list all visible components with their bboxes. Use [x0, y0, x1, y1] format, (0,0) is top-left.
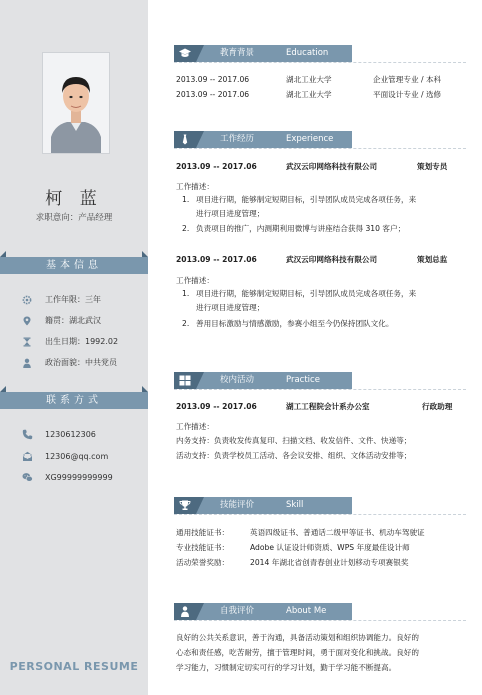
- contact-wechat[interactable]: XG99999999999: [22, 471, 113, 485]
- contact-email[interactable]: 12306@qq.com: [22, 450, 108, 464]
- job-1-date: 2013.09 -- 2017.06: [176, 162, 257, 171]
- about-header: [174, 603, 352, 620]
- contact-title: 联系方式: [46, 395, 102, 406]
- job-1-item-1-cont: 进行项目进度管理；: [196, 209, 265, 218]
- about-title-cn: 自我评价: [220, 606, 255, 616]
- job-2-company: 武汉云印网络科技有限公司: [286, 255, 378, 264]
- job-intent: 求职意向：产品经理: [35, 213, 113, 223]
- skill-1-label: 通用技能证书：: [176, 528, 230, 537]
- campus-divider: [174, 389, 466, 390]
- about-title-en: About Me: [286, 606, 327, 616]
- campus-role: 行政助理: [422, 402, 453, 411]
- job-2-item-2: 2. 善用目标激励与情感激励，参赛小组至今仍保持团队文化。: [182, 319, 394, 328]
- experience-title-cn: 工作经历: [220, 134, 255, 144]
- job-1-desc-label: 工作描述：: [176, 182, 214, 191]
- skill-2-label: 专业技能证书：: [176, 543, 230, 552]
- personal-resume-label: PERSONAL RESUME: [9, 660, 139, 673]
- education-title-en: Education: [286, 48, 329, 58]
- profile-photo: [42, 52, 110, 154]
- about-divider: [174, 620, 466, 621]
- campus-org: 湖工工程院会计系办公室: [286, 402, 370, 411]
- campus-date: 2013.09 -- 2017.06: [176, 402, 257, 411]
- campus-desc-label: 工作描述：: [176, 422, 214, 431]
- campus-line-2: 活动支持：负责学校员工活动、各会议安排、组织、文体活动安排等；: [176, 451, 412, 460]
- edu-row-1-school: 湖北工业大学: [286, 75, 332, 84]
- skill-3-value: 2014 年湖北省创青春创业计划移动专项赛银奖: [250, 558, 409, 567]
- info-political-status: 政治面貌：中共党员: [22, 356, 117, 370]
- skill-1-value: 英语四级证书、普通话二级甲等证书、机动车驾驶证: [250, 528, 425, 537]
- job-2-role: 策划总监: [417, 255, 448, 264]
- location-pin-icon: [22, 316, 32, 326]
- campus-title-cn: 校内活动: [220, 375, 255, 385]
- basic-info-title: 基本信息: [46, 260, 102, 271]
- skills-header: [174, 497, 352, 514]
- skill-3-label: 活动荣誉奖励：: [176, 558, 230, 567]
- skills-title-cn: 技能评价: [220, 500, 255, 510]
- edu-row-2-date: 2013.09 -- 2017.06: [176, 90, 250, 99]
- job-1-item-1: 1. 项目进行期，能够制定短期目标，引导团队成员完成各项任务，来: [182, 195, 417, 204]
- person-icon: [22, 358, 32, 368]
- edu-row-1-date: 2013.09 -- 2017.06: [176, 75, 250, 84]
- experience-title-en: Experience: [286, 134, 334, 144]
- skills-divider: [174, 514, 466, 515]
- contact-phone[interactable]: 1230612306: [22, 428, 96, 442]
- mail-icon: [22, 451, 33, 462]
- phone-icon: [22, 429, 33, 440]
- education-title-cn: 教育背景: [220, 48, 255, 58]
- campus-line-1: 内务支持：负责收发传真复印、扫描文档、收发信件、文件、快递等；: [176, 436, 412, 445]
- education-header: [174, 45, 352, 62]
- job-1-company: 武汉云印网络科技有限公司: [286, 162, 378, 171]
- contact-banner: [0, 392, 148, 409]
- basic-info-banner: [0, 257, 148, 274]
- hourglass-icon: [22, 337, 32, 347]
- about-line-2: 心态和责任感，吃苦耐劳，擅于管理时间，勇于面对变化和挑战。良好的: [176, 648, 419, 657]
- experience-header: [174, 131, 352, 148]
- gear-icon: [22, 295, 32, 305]
- edu-row-1-major: 企业管理专业 / 本科: [373, 75, 442, 84]
- skill-2-value: Adobe 认证设计师资质、WPS 年度最佳设计师: [250, 543, 410, 552]
- experience-divider: [174, 148, 466, 149]
- skills-title-en: Skill: [286, 500, 304, 510]
- job-2-item-1: 1. 项目进行期，能够制定短期目标，引导团队成员完成各项任务，来: [182, 289, 417, 298]
- campus-header: [174, 372, 352, 389]
- job-2-date: 2013.09 -- 2017.06: [176, 255, 257, 264]
- about-line-1: 良好的公共关系意识，善于沟通，具备活动策划和组织协调能力。良好的: [176, 633, 419, 642]
- info-hometown: 籍贯：湖北武汉: [22, 314, 101, 328]
- job-1-item-2: 2. 负责项目的推广，内测期利用微博与讲座结合获得 310 客户；: [182, 224, 406, 233]
- info-work-years: 工作年限：三年: [22, 293, 101, 307]
- profile-name: 柯 蓝: [45, 189, 103, 209]
- job-2-desc-label: 工作描述：: [176, 276, 214, 285]
- campus-title-en: Practice: [286, 375, 320, 385]
- edu-row-2-major: 平面设计专业 / 选修: [373, 90, 442, 99]
- about-line-3: 学习能力，习惯制定切实可行的学习计划，勤于学习能不断提高。: [176, 663, 397, 672]
- education-divider: [174, 62, 466, 63]
- job-1-role: 策划专员: [417, 162, 448, 171]
- sidebar: [0, 0, 148, 695]
- job-2-item-1-cont: 进行项目进度管理；: [196, 303, 265, 312]
- edu-row-2-school: 湖北工业大学: [286, 90, 332, 99]
- wechat-icon: [22, 472, 33, 483]
- info-birth-date: 出生日期：1992.02: [22, 335, 118, 349]
